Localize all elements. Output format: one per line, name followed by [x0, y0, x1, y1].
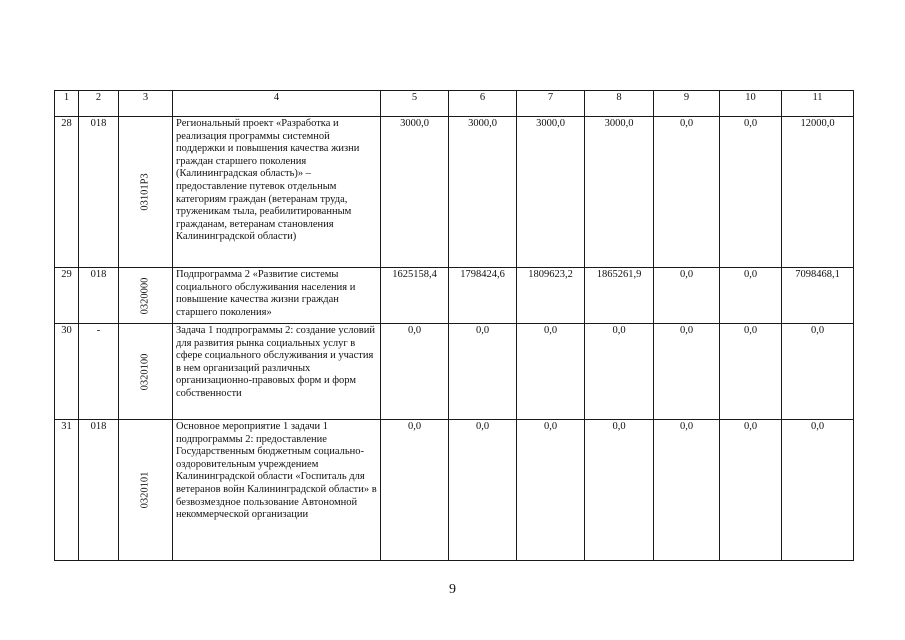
target-code-cell [119, 420, 173, 561]
target-code: 03101P3 [139, 173, 151, 211]
row-number: 31 [55, 420, 79, 561]
value-col5: 0,0 [381, 420, 449, 561]
header-cell: 1 [55, 91, 79, 117]
page-number: 9 [449, 582, 456, 597]
header-cell: 11 [782, 91, 854, 117]
header-cell: 3 [119, 91, 173, 117]
table-row [55, 268, 854, 324]
target-code: 0320000 [139, 277, 151, 314]
header-cell: 6 [449, 91, 517, 117]
value-col10: 0,0 [720, 117, 782, 268]
value-col9: 0,0 [654, 268, 720, 324]
value-col8: 0,0 [585, 420, 654, 561]
value-col9: 0,0 [654, 117, 720, 268]
value-col10: 0,0 [720, 324, 782, 420]
value-col6: 0,0 [449, 420, 517, 561]
header-cell: 8 [585, 91, 654, 117]
value-col7: 3000,0 [517, 117, 585, 268]
target-code: 0320100 [139, 353, 151, 390]
value-col11: 7098468,1 [782, 268, 854, 324]
value-col6: 3000,0 [449, 117, 517, 268]
value-col6: 1798424,6 [449, 268, 517, 324]
grbs-code: 018 [79, 420, 119, 561]
value-col11: 0,0 [782, 324, 854, 420]
target-code-cell [119, 117, 173, 268]
row-number: 30 [55, 324, 79, 420]
value-col5: 3000,0 [381, 117, 449, 268]
value-col8: 1865261,9 [585, 268, 654, 324]
value-col5: 1625158,4 [381, 268, 449, 324]
target-code-cell [119, 268, 173, 324]
value-col5: 0,0 [381, 324, 449, 420]
row-number: 29 [55, 268, 79, 324]
row-description: Задача 1 подпрограммы 2: создание условий для развития рынка социальных услуг в сфере социального обслуживания и участия в нем организаций различных организационно-правовых форм и форм собственности [173, 324, 381, 420]
table-row [55, 117, 854, 268]
value-col10: 0,0 [720, 268, 782, 324]
header-cell: 7 [517, 91, 585, 117]
row-number: 28 [55, 117, 79, 268]
header-cell: 10 [720, 91, 782, 117]
row-description: Основное мероприятие 1 задачи 1 подпрограммы 2: предоставление Государственным бюджетным социально-оздоровительным учреждением Калининградской области «Госпиталь для ветеранов войн Калининградской области» в безвозмездное пользование Автономной некоммерческой организации [173, 420, 381, 561]
row-description: Региональный проект «Разработка и реализация программы системной поддержки и повышения качества жизни граждан старшего поколения (Калининградская область)» – предоставление путевок отдельным категориям граждан (ветеранам труда, труженикам тыла, реабилитированным гражданам, ветеранам становления Калининградской области) [173, 117, 381, 268]
value-col11: 12000,0 [782, 117, 854, 268]
header-cell: 5 [381, 91, 449, 117]
value-col7: 0,0 [517, 420, 585, 561]
value-col7: 0,0 [517, 324, 585, 420]
table-row [55, 420, 854, 561]
value-col10: 0,0 [720, 420, 782, 561]
value-col11: 0,0 [782, 420, 854, 561]
value-col9: 0,0 [654, 324, 720, 420]
column-number-row [55, 91, 854, 117]
table-row [55, 324, 854, 420]
grbs-code: 018 [79, 117, 119, 268]
row-description: Подпрограмма 2 «Развитие системы социального обслуживания населения и повышение качества жизни граждан старшего поколения» [173, 268, 381, 324]
value-col9: 0,0 [654, 420, 720, 561]
budget-table [54, 90, 854, 561]
grbs-code: - [79, 324, 119, 420]
header-cell: 4 [173, 91, 381, 117]
value-col6: 0,0 [449, 324, 517, 420]
value-col7: 1809623,2 [517, 268, 585, 324]
header-cell: 2 [79, 91, 119, 117]
grbs-code: 018 [79, 268, 119, 324]
header-cell: 9 [654, 91, 720, 117]
value-col8: 3000,0 [585, 117, 654, 268]
value-col8: 0,0 [585, 324, 654, 420]
target-code: 0320101 [139, 471, 151, 509]
target-code-cell [119, 324, 173, 420]
